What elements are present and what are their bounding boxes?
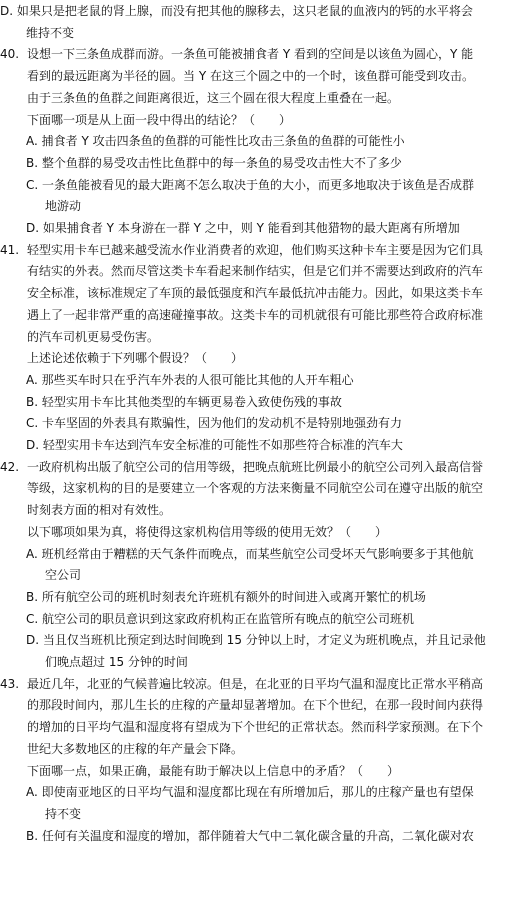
question-stem-first-line: 最近几年，北亚的气候普遍比较凉。但是，在北亚的日平均气温和湿度比正常水平稍高 bbox=[27, 676, 484, 691]
answer-option: C. 卡车坚固的外表具有欺骗性，因为他们的发动机不是特别地强劲有力 bbox=[26, 416, 403, 431]
question-stem-line: 的汽车司机更易受伤害。 bbox=[27, 329, 160, 344]
answer-option-continuation: 地游动 bbox=[45, 199, 82, 214]
question-stem-line: 的那段时间内，那儿生长的庄稼的产量却显著增加。在下个世纪，在那一段时间内获得 bbox=[27, 698, 484, 713]
answer-option: C. 航空公司的职员意识到这家政府机构正在监管所有晚点的航空公司班机 bbox=[26, 611, 415, 626]
answer-option: A. 那些买车时只在乎汽车外表的人很可能比其他的人开车粗心 bbox=[26, 372, 354, 387]
answer-option: A. 班机经常由于糟糕的天气条件而晚点，而某些航空公司受坏天气影响要多于其他航 bbox=[26, 546, 474, 561]
question-stem-line: 等级，这家机构的目的是要建立一个客观的方法来衡量不同航空公司在遵守出版的航空 bbox=[27, 481, 484, 496]
answer-option: D. 轻型实用卡车达到汽车安全标准的可能性不如那些符合标准的汽车大 bbox=[26, 438, 403, 452]
question-stem-line: 有结实的外表。然而尽管这类卡车看起来制作结实，但是它们并不需要达到政府的汽车 bbox=[27, 264, 484, 279]
question-number: 41. bbox=[0, 242, 20, 257]
prev-option-line: D. 如果只是把老鼠的肾上腺，而没有把其他的腺移去，这只老鼠的血液内的钙的水平将会 bbox=[0, 4, 473, 18]
question-stem-line: 遇上了一起非常严重的高速碰撞事故。这类卡车的司机就很有可能比那些符合政府标准 bbox=[27, 307, 484, 322]
answer-option: B. 轻型实用卡车比其他类型的车辆更易卷入致使伤残的事故 bbox=[26, 394, 342, 409]
answer-option: C. 一条鱼能被看见的最大距离不怎么取决于鱼的大小，而更多地取决于该鱼是否成群 bbox=[26, 177, 475, 192]
question-number: 43. bbox=[0, 676, 20, 691]
question-stem-line: 世纪大多数地区的庄稼的年产量会下降。 bbox=[27, 741, 244, 756]
question-stem-first-line: 设想一下三条鱼成群而游。一条鱼可能被捕食者 Y 看到的空间是以该鱼为圆心，Y 能 bbox=[27, 47, 474, 62]
answer-option-continuation: 空公司 bbox=[45, 568, 82, 583]
question-prompt: 下面哪一项是从上面一段中得出的结论？（ ） bbox=[27, 112, 292, 127]
answer-option-continuation: 持不变 bbox=[45, 806, 82, 821]
question-prompt: 以下哪项如果为真，将使得这家机构信用等级的使用无效？（ ） bbox=[27, 524, 388, 539]
question-number: 40. bbox=[0, 47, 20, 62]
prev-option-line: 维持不变 bbox=[26, 25, 75, 40]
answer-option: A. 即使南亚地区的日平均气温和湿度都比现在有所增加后，那儿的庄稼产量也有望保 bbox=[26, 785, 474, 800]
question-stem-line: 时刻表方面的相对有效性。 bbox=[27, 503, 172, 518]
question-stem-line: 由于三条鱼的鱼群之间距离很近，这三个圆在很大程度上重叠在一起。 bbox=[27, 90, 400, 105]
answer-option: B. 整个鱼群的易受攻击性比鱼群中的每一条鱼的易受攻击性大不了多少 bbox=[26, 155, 402, 170]
answer-option: B. 任何有关温度和湿度的增加，都伴随着大气中二氧化碳含量的升高，二氧化碳对农 bbox=[26, 828, 474, 843]
question-number: 42. bbox=[0, 459, 20, 474]
answer-option-continuation: 们晚点超过 15 分钟的时间 bbox=[45, 655, 188, 669]
question-stem-line: 安全标准，该标准规定了车顶的最低强度和汽车最低抗冲击能力。因此，如果这类卡车 bbox=[27, 286, 484, 301]
answer-option: B. 所有航空公司的班机时刻表允许班机有额外的时间进入或离开繁忙的机场 bbox=[26, 589, 426, 604]
question-prompt: 上述论述依赖于下列哪个假设？（ ） bbox=[27, 351, 244, 366]
answer-option: D. 当且仅当班机比预定到达时间晚到 15 分钟以上时，才定义为班机晚点，并且记录他 bbox=[26, 633, 486, 648]
answer-option: D. 如果捕食者 Y 本身游在一群 Y 之中，则 Y 能看到其他猎物的最大距离有所增加 bbox=[26, 221, 460, 235]
question-stem-first-line: 轻型实用卡车已越来越受流水作业消费者的欢迎，他们购买这种卡车主要是因为它们具 bbox=[27, 242, 484, 257]
question-stem-first-line: 一政府机构出版了航空公司的信用等级，把晚点航班比例最小的航空公司列入最高信誉 bbox=[27, 459, 484, 474]
question-prompt: 下面哪一点，如果正确，最能有助于解决以上信息中的矛盾？（ ） bbox=[27, 763, 400, 778]
question-stem-line: 的增加的日平均气温和湿度将有望成为下个世纪的正常状态。然而科学家预测。在下个 bbox=[27, 720, 484, 735]
answer-option: A. 捕食者 Y 攻击四条鱼的鱼群的可能性比攻击三条鱼的鱼群的可能性小 bbox=[26, 134, 405, 149]
question-stem-line: 看到的最远距离为半径的圆。当 Y 在这三个圆之中的一个时，该鱼群可能受到攻击。 bbox=[27, 69, 474, 84]
